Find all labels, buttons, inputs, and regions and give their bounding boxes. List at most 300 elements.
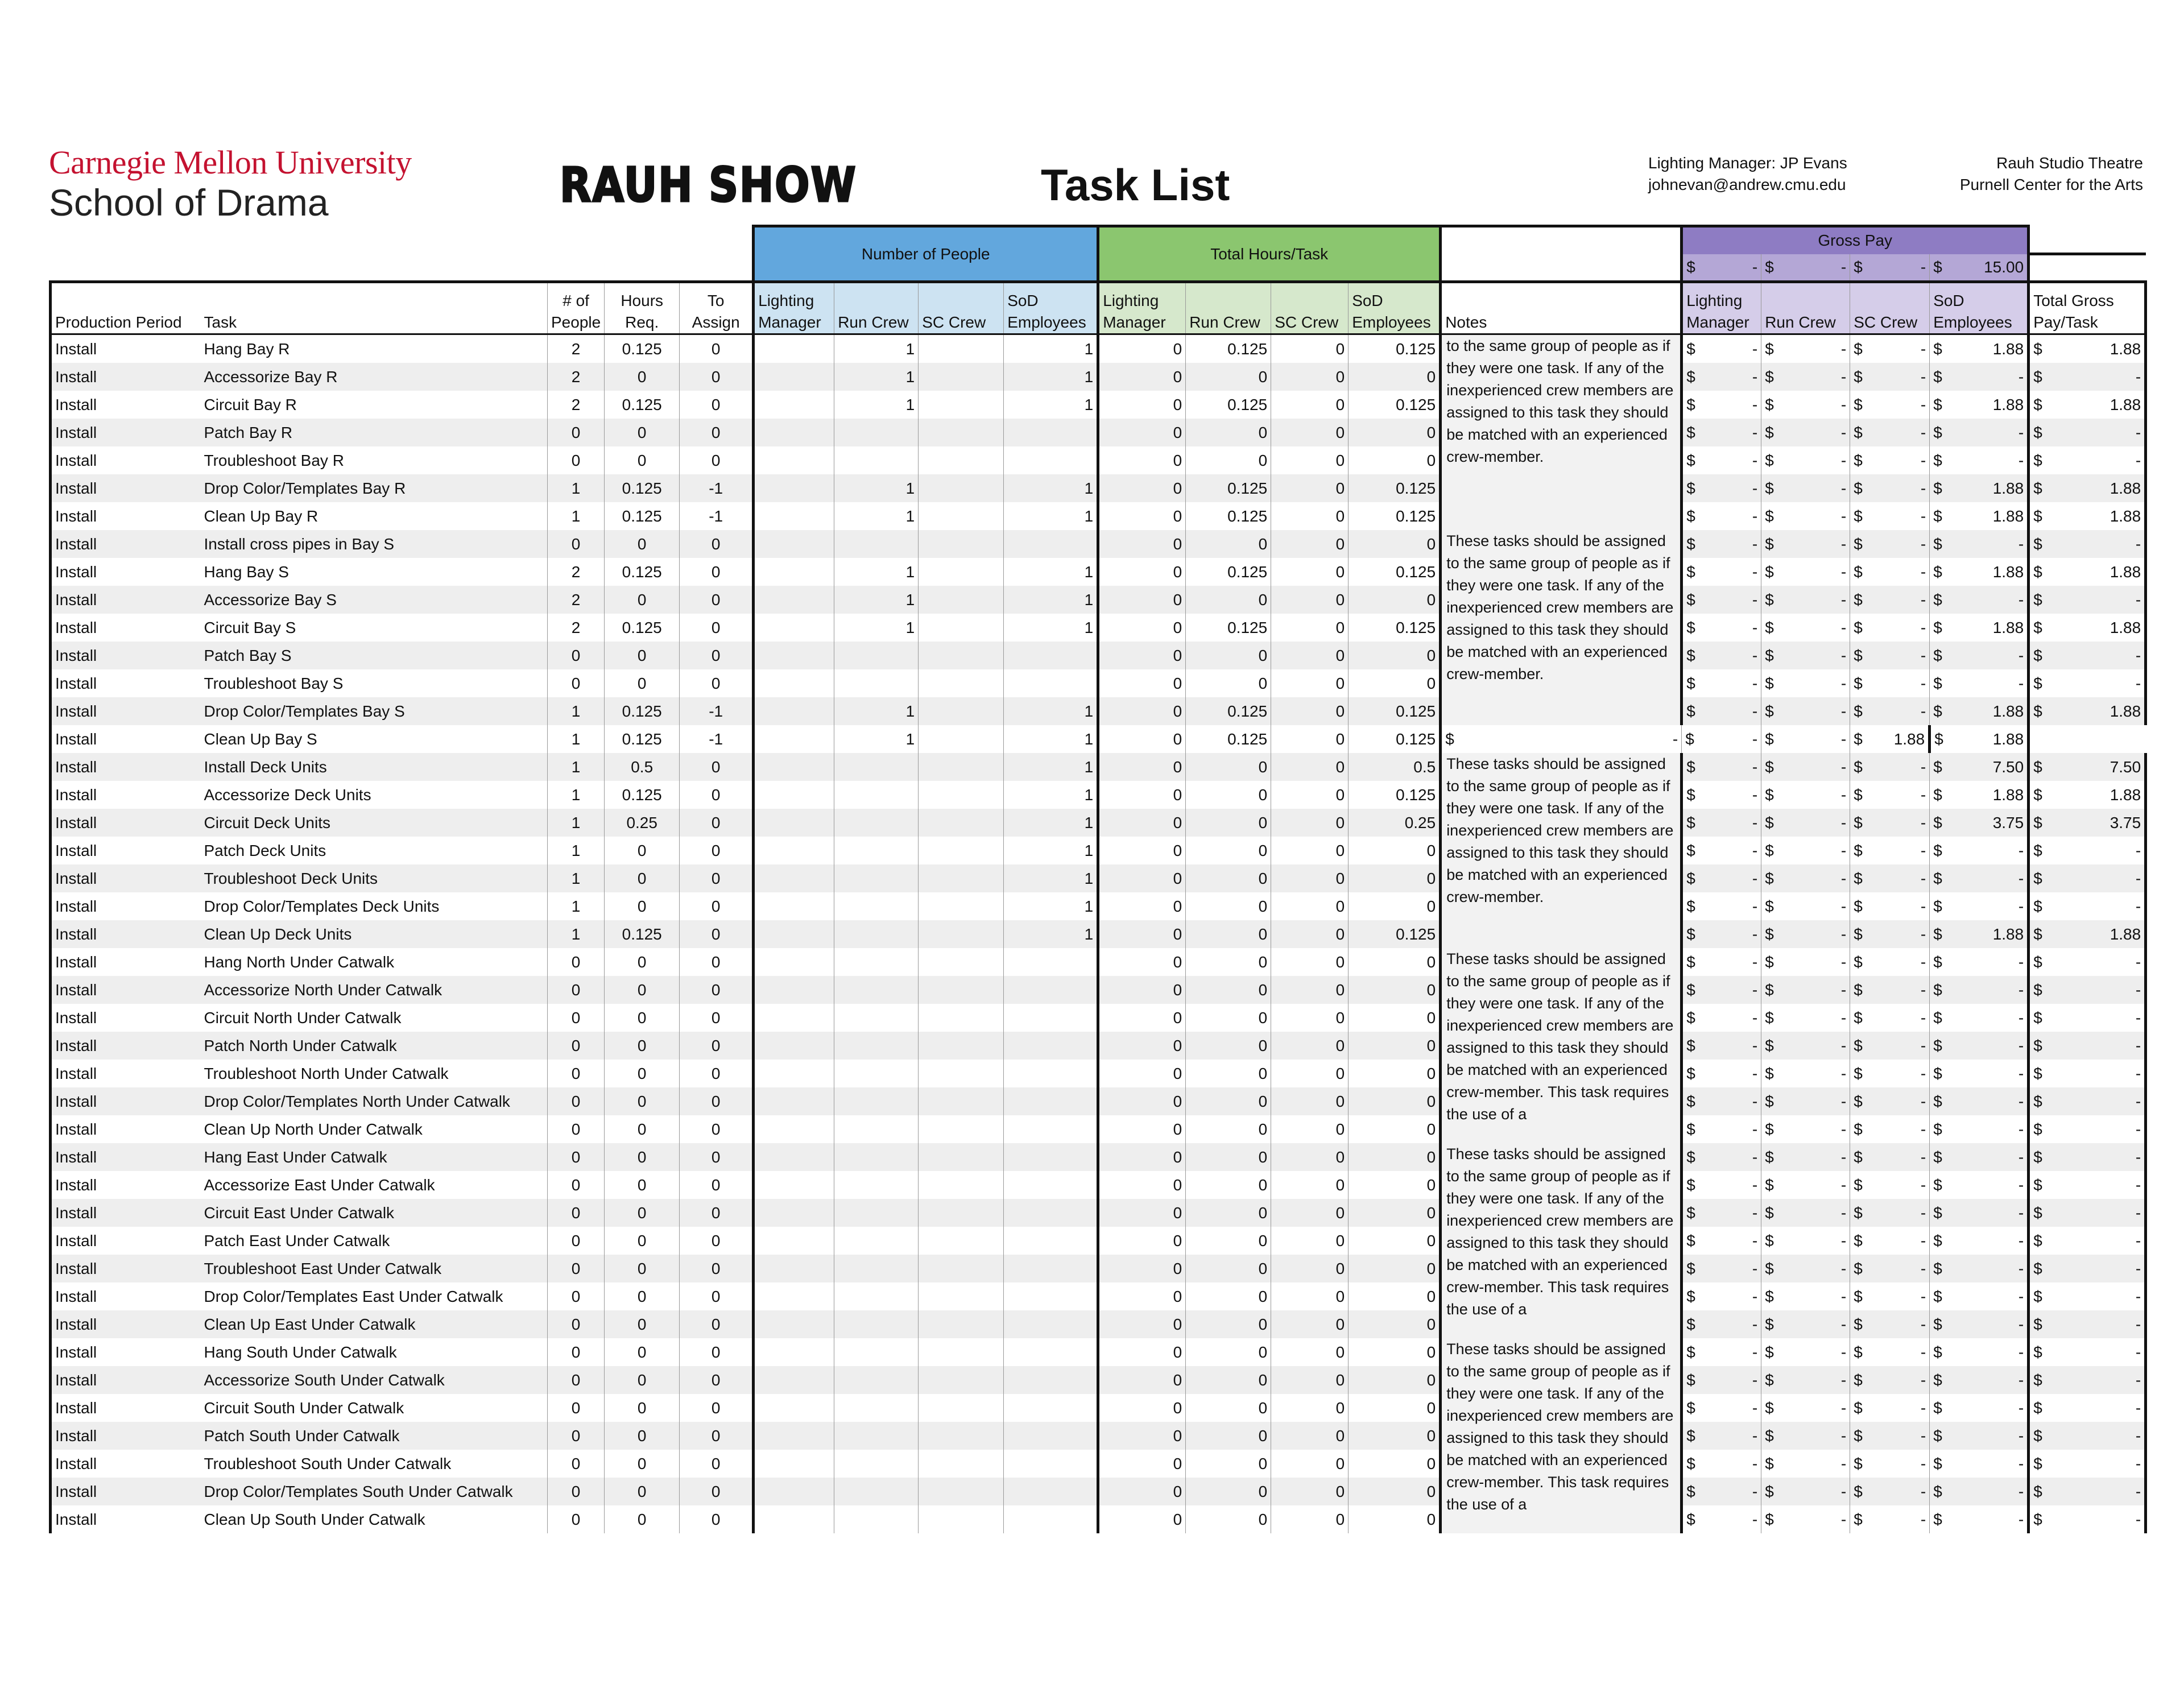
table-row [51, 1087, 2146, 1115]
table-row [51, 1032, 2146, 1060]
cell-people-rc: 1 [834, 725, 919, 753]
cell-task: Drop Color/Templates Bay S [201, 697, 548, 725]
cell-hours-sc: 0 [1271, 753, 1349, 781]
cell-pay-sod: $ - [1930, 892, 2029, 920]
cell-pay-rc: $ - [1761, 1087, 1850, 1115]
cell-task: Patch North Under Catwalk [201, 1032, 548, 1060]
cell-pay-rc: $ - [1761, 697, 1850, 725]
cell-pay-sc: $ - [1761, 725, 1850, 753]
cell-pay-total: $ - [2029, 1227, 2146, 1255]
cell-pay-lm: $ - [1682, 1199, 1761, 1227]
cell-hours-sod: 0 [1349, 1004, 1441, 1032]
cell-assign: 0 [680, 1032, 754, 1060]
cell-hours-sod: 0.125 [1349, 558, 1441, 586]
cell-hours-lm: 0 [1098, 697, 1186, 725]
cell-pay-rc: $ - [1761, 1115, 1850, 1143]
cell-hours-sc: 0 [1271, 1255, 1349, 1282]
cell-hours-rc: 0 [1186, 1087, 1271, 1115]
cell-people-sod: 1 [1004, 502, 1098, 530]
cell-hours-rc: 0.125 [1186, 334, 1271, 363]
cell-hours-sod: 0 [1349, 1478, 1441, 1505]
cell-hours-rc: 0 [1186, 1199, 1271, 1227]
cell-period: Install [51, 809, 201, 837]
cell-people: 0 [548, 530, 605, 558]
cell-assign: 0 [680, 363, 754, 391]
cell-hours-rc: 0 [1186, 1505, 1271, 1533]
cell-hours-lm: 0 [1098, 948, 1186, 976]
cell-pay-sod: $ - [1930, 1199, 2029, 1227]
col-people-sod: SoD Employees [1004, 282, 1098, 334]
cell-pay-sc: $ - [1850, 614, 1930, 642]
cell-task: Install cross pipes in Bay S [201, 530, 548, 558]
cell-people-rc [834, 1060, 919, 1087]
cell-period: Install [51, 1227, 201, 1255]
col-pay-sc: SC Crew [1850, 282, 1930, 334]
col-people-rc: Run Crew [834, 282, 919, 334]
cell-period: Install [51, 753, 201, 781]
cell-people: 1 [548, 502, 605, 530]
cell-pay-sc: $ - [1850, 474, 1930, 502]
cell-period: Install [51, 1115, 201, 1143]
cell-people-rc [834, 419, 919, 446]
cell-hours: 0 [605, 530, 680, 558]
cell-hours-lm: 0 [1098, 1338, 1186, 1366]
col-hours-lm: Lighting Manager [1098, 282, 1186, 334]
cell-period: Install [51, 976, 201, 1004]
cell-people-sod: 1 [1004, 892, 1098, 920]
cell-pay-rc: $ - [1761, 614, 1850, 642]
cell-people-sc [919, 1450, 1004, 1478]
cell-pay-sc: $ - [1850, 334, 1930, 363]
cell-period: Install [51, 614, 201, 642]
cell-task: Clean Up Bay S [201, 725, 548, 753]
cell-period: Install [51, 1450, 201, 1478]
cell-people-rc [834, 920, 919, 948]
cell-pay-sod: $ 1.88 [1930, 614, 2029, 642]
cell-pay-rc: $ - [1761, 976, 1850, 1004]
cell-people-lm [754, 1505, 834, 1533]
cell-people-lm [754, 1310, 834, 1338]
cell-pay-total: $ 1.88 [2029, 614, 2146, 642]
cell-pay-sod: $ - [1930, 1255, 2029, 1282]
cell-people-rc [834, 1199, 919, 1227]
cell-period: Install [51, 1143, 201, 1171]
cell-task: Drop Color/Templates North Under Catwalk [201, 1087, 548, 1115]
cell-pay-lm: $ - [1682, 502, 1761, 530]
cell-hours: 0 [605, 1394, 680, 1422]
cell-hours-sc: 0 [1271, 976, 1349, 1004]
notes-cell [1441, 530, 1682, 725]
cell-people: 0 [548, 1282, 605, 1310]
cell-hours-sc: 0 [1271, 614, 1349, 642]
cell-hours: 0 [605, 1255, 680, 1282]
cell-task: Accessorize Bay S [201, 586, 548, 614]
table-row [51, 920, 2146, 948]
cell-pay-total: $ - [2029, 1255, 2146, 1282]
cell-period: Install [51, 474, 201, 502]
cell-pay-sc: $ - [1850, 446, 1930, 474]
cell-hours: 0 [605, 1310, 680, 1338]
cell-hours-rc: 0 [1186, 1422, 1271, 1450]
cell-pay-total: $ - [2029, 1115, 2146, 1143]
cell-pay-sod: $ 1.88 [1930, 781, 2029, 809]
cell-pay-rc: $ - [1761, 586, 1850, 614]
cell-hours-lm: 0 [1098, 864, 1186, 892]
cell-people-sod: 1 [1004, 586, 1098, 614]
cell-pay-sc: $ - [1850, 697, 1930, 725]
cell-assign: 0 [680, 1199, 754, 1227]
cell-assign: 0 [680, 1310, 754, 1338]
cell-people-sod: 1 [1004, 474, 1098, 502]
cell-pay-sod: $ 1.88 [1930, 502, 2029, 530]
cell-pay-sc: $ - [1850, 558, 1930, 586]
cell-hours-rc: 0.125 [1186, 725, 1271, 753]
cell-assign: 0 [680, 642, 754, 669]
venue-name: Rauh Studio Theatre [1996, 154, 2143, 172]
cell-hours: 0 [605, 1199, 680, 1227]
cell-people-sod [1004, 1143, 1098, 1171]
cell-hours-rc: 0 [1186, 892, 1271, 920]
cell-people-rc [834, 1032, 919, 1060]
cell-pay-rc: $ - [1761, 948, 1850, 976]
cell-hours: 0 [605, 1143, 680, 1171]
cell-hours-sod: 0 [1349, 1143, 1441, 1171]
cell-assign: -1 [680, 697, 754, 725]
cell-pay-sod: $ - [1930, 1087, 2029, 1115]
cell-pay-sc: $ - [1850, 391, 1930, 419]
cell-period: Install [51, 391, 201, 419]
cell-hours: 0 [605, 586, 680, 614]
col-pay-sod: SoD Employees [1930, 282, 2029, 334]
cell-hours-rc: 0 [1186, 642, 1271, 669]
notes-text: These tasks should be assigned to the same group of people as if they were one task. If any of the inexperienced crew members are assigned to this task they should be matched with an experienced crew-member. This task requires the use of a [1446, 1145, 1674, 1318]
cell-people-lm [754, 781, 834, 809]
pay-rate-sc: $ - [1850, 254, 1930, 282]
cell-people: 0 [548, 1478, 605, 1505]
cell-hours-sc: 0 [1271, 391, 1349, 419]
cell-hours-sc: 0 [1271, 474, 1349, 502]
cell-hours-lm: 0 [1098, 1450, 1186, 1478]
cell-hours-sc: 0 [1271, 642, 1349, 669]
cell-people-sc [919, 781, 1004, 809]
cell-hours: 0 [605, 1450, 680, 1478]
cell-people-sod [1004, 948, 1098, 976]
cell-people-lm [754, 530, 834, 558]
cell-hours-sod: 0 [1349, 1032, 1441, 1060]
cell-people-sc [919, 1422, 1004, 1450]
manager-email[interactable]: johnevan@andrew.cmu.edu [1648, 176, 1846, 193]
cell-period: Install [51, 1505, 201, 1533]
cell-hours-sc: 0 [1271, 419, 1349, 446]
cell-people-sc [919, 1366, 1004, 1394]
cell-period: Install [51, 558, 201, 586]
cell-hours-rc: 0 [1186, 1143, 1271, 1171]
cell-people-lm [754, 976, 834, 1004]
cell-people-sod: 1 [1004, 781, 1098, 809]
cell-hours: 0 [605, 948, 680, 976]
cell-hours-rc: 0 [1186, 1366, 1271, 1394]
cell-pay-lm: $ - [1682, 1394, 1761, 1422]
page-title: Task List [1041, 160, 1230, 210]
cell-people: 0 [548, 669, 605, 697]
cell-hours-sod: 0 [1349, 1171, 1441, 1199]
cell-people-lm [754, 864, 834, 892]
cell-people-sod [1004, 1450, 1098, 1478]
cell-people-rc: 1 [834, 363, 919, 391]
cell-hours-rc: 0 [1186, 837, 1271, 864]
cell-period: Install [51, 1422, 201, 1450]
cell-pay-sod: $ - [1930, 1115, 2029, 1143]
manager-name: Lighting Manager: JP Evans [1648, 154, 1847, 172]
table-row [51, 1143, 2146, 1171]
cell-pay-sc: $ - [1850, 419, 1930, 446]
cell-people-sod [1004, 1087, 1098, 1115]
cell-hours: 0.125 [605, 697, 680, 725]
cell-pay-total: $ 1.88 [2029, 781, 2146, 809]
cell-hours-sod: 0.5 [1349, 753, 1441, 781]
cell-people-sod [1004, 1255, 1098, 1282]
cell-pay-sod: $ - [1930, 864, 2029, 892]
cell-pay-sc: $ - [1850, 669, 1930, 697]
cell-pay-sod: $ - [1930, 1450, 2029, 1478]
cell-assign: 0 [680, 1478, 754, 1505]
cell-people-lm [754, 502, 834, 530]
cell-pay-rc: $ - [1761, 1478, 1850, 1505]
cell-assign: 0 [680, 1366, 754, 1394]
cell-pay-sod: $ - [1930, 1310, 2029, 1338]
cell-hours-sc: 0 [1271, 363, 1349, 391]
cell-hours-sod: 0 [1349, 1199, 1441, 1227]
col-pay-rc: Run Crew [1761, 282, 1850, 334]
cell-people-rc [834, 1171, 919, 1199]
cell-pay-sc: $ - [1850, 1004, 1930, 1032]
cell-hours: 0.125 [605, 558, 680, 586]
cell-people-sod: 1 [1004, 363, 1098, 391]
cell-hours-sod: 0 [1349, 1310, 1441, 1338]
cell-pay-sc: $ - [1850, 1450, 1930, 1478]
cell-pay-total: $ 1.88 [2029, 558, 2146, 586]
cell-pay-total: $ 1.88 [2029, 474, 2146, 502]
cell-pay-lm: $ - [1682, 976, 1761, 1004]
cell-people: 0 [548, 1422, 605, 1450]
cell-period: Install [51, 446, 201, 474]
cell-pay-total: $ - [2029, 1310, 2146, 1338]
cell-people-rc [834, 1366, 919, 1394]
cell-people-sc [919, 809, 1004, 837]
cell-hours-sod: 0.125 [1349, 474, 1441, 502]
col-hours-sc: SC Crew [1271, 282, 1349, 334]
cell-people-sod [1004, 530, 1098, 558]
table-row [51, 446, 2146, 474]
cell-people-lm [754, 1478, 834, 1505]
cell-period: Install [51, 837, 201, 864]
cell-pay-sod: $ 7.50 [1930, 753, 2029, 781]
cell-task: Circuit Bay R [201, 391, 548, 419]
cell-people: 1 [548, 837, 605, 864]
cell-assign: 0 [680, 948, 754, 976]
cell-pay-rc: $ - [1761, 837, 1850, 864]
cell-pay-lm: $ - [1441, 725, 1682, 753]
cell-pay-lm: $ - [1682, 1171, 1761, 1199]
cell-people-rc [834, 446, 919, 474]
cell-people-lm [754, 1060, 834, 1087]
cell-assign: 0 [680, 864, 754, 892]
cell-people-lm [754, 1004, 834, 1032]
table-row [51, 334, 2146, 363]
cell-people-sc [919, 530, 1004, 558]
cell-people-sod: 1 [1004, 614, 1098, 642]
cell-hours-rc: 0 [1186, 753, 1271, 781]
cell-people-sc [919, 502, 1004, 530]
cell-period: Install [51, 1282, 201, 1310]
cell-people-rc [834, 1087, 919, 1115]
cell-people: 0 [548, 1004, 605, 1032]
cell-task: Circuit Bay S [201, 614, 548, 642]
cell-people-sod [1004, 1394, 1098, 1422]
cell-people-rc [834, 1338, 919, 1366]
cell-pay-sc: $ - [1850, 363, 1930, 391]
cell-hours-sod: 0.125 [1349, 725, 1441, 753]
cell-people-sod: 1 [1004, 697, 1098, 725]
cell-people: 0 [548, 1310, 605, 1338]
cell-hours-lm: 0 [1098, 1171, 1186, 1199]
cell-pay-sod: $ - [1930, 669, 2029, 697]
cell-pay-sc: $ - [1850, 892, 1930, 920]
cell-pay-total: $ 1.88 [2029, 920, 2146, 948]
cell-people-lm [754, 334, 834, 363]
table-row [51, 837, 2146, 864]
cell-people-lm [754, 809, 834, 837]
cell-people-sod [1004, 446, 1098, 474]
cell-hours-rc: 0 [1186, 1255, 1271, 1282]
pay-rate-sod: $ 15.00 [1930, 254, 2029, 282]
cell-hours-sod: 0 [1349, 1422, 1441, 1450]
cell-people-sc [919, 1505, 1004, 1533]
cell-people: 0 [548, 1227, 605, 1255]
cell-task: Hang South Under Catwalk [201, 1338, 548, 1366]
cell-hours-lm: 0 [1098, 809, 1186, 837]
cell-hours-sc: 0 [1271, 1282, 1349, 1310]
cell-people-sc [919, 669, 1004, 697]
cell-pay-sc: $ - [1850, 1171, 1930, 1199]
cell-hours-sc: 0 [1271, 1143, 1349, 1171]
cell-people: 0 [548, 1366, 605, 1394]
cell-period: Install [51, 864, 201, 892]
cell-hours-sod: 0 [1349, 446, 1441, 474]
cell-period: Install [51, 1366, 201, 1394]
cell-hours-sc: 0 [1271, 837, 1349, 864]
cell-pay-total: $ - [2029, 446, 2146, 474]
cell-hours-sod: 0.125 [1349, 920, 1441, 948]
cell-pay-sod: $ 1.88 [1930, 391, 2029, 419]
cell-hours-sod: 0 [1349, 1366, 1441, 1394]
cell-pay-sod: $ - [1930, 1143, 2029, 1171]
cell-assign: -1 [680, 725, 754, 753]
cell-task: Drop Color/Templates South Under Catwalk [201, 1478, 548, 1505]
cell-pay-rc: $ - [1761, 1366, 1850, 1394]
pay-rate-rc: $ - [1761, 254, 1850, 282]
table-row [51, 1366, 2146, 1394]
venue-info [1960, 152, 2143, 196]
cell-hours-sc: 0 [1271, 530, 1349, 558]
cell-task: Circuit Deck Units [201, 809, 548, 837]
table-row [51, 474, 2146, 502]
cell-hours: 0 [605, 642, 680, 669]
cell-hours: 0 [605, 892, 680, 920]
cell-pay-lm: $ - [1682, 530, 1761, 558]
cell-pay-lm: $ - [1682, 1087, 1761, 1115]
cell-people-lm [754, 1338, 834, 1366]
cell-pay-rc: $ - [1761, 1505, 1850, 1533]
cell-people-sc [919, 1004, 1004, 1032]
cell-hours-lm: 0 [1098, 642, 1186, 669]
cell-people-lm [754, 1422, 834, 1450]
cell-people: 0 [548, 1143, 605, 1171]
cell-hours-sod: 0.125 [1349, 614, 1441, 642]
cell-pay-total: $ - [2029, 948, 2146, 976]
cell-people: 0 [548, 1394, 605, 1422]
cell-people-rc [834, 948, 919, 976]
cell-people-rc [834, 781, 919, 809]
cell-period: Install [51, 1478, 201, 1505]
table-row [51, 892, 2146, 920]
cell-hours-sc: 0 [1271, 446, 1349, 474]
cell-people-lm [754, 1171, 834, 1199]
cell-assign: 0 [680, 1255, 754, 1282]
col-total: Total Gross Pay/Task [2029, 282, 2146, 334]
cell-pay-rc: $ - [1761, 1032, 1850, 1060]
cell-pay-sod: $ - [1930, 1478, 2029, 1505]
cell-pay-total: $ - [2029, 363, 2146, 391]
cell-people: 1 [548, 474, 605, 502]
group-gross-pay: Gross Pay [1682, 226, 2029, 254]
cell-people-sc [919, 697, 1004, 725]
cell-people-lm [754, 1087, 834, 1115]
cell-hours-sod: 0 [1349, 1282, 1441, 1310]
cell-people-sod [1004, 1199, 1098, 1227]
cell-task: Circuit East Under Catwalk [201, 1199, 548, 1227]
cell-task: Troubleshoot South Under Catwalk [201, 1450, 548, 1478]
table-row [51, 725, 2146, 753]
cell-hours-lm: 0 [1098, 1032, 1186, 1060]
cell-pay-sc: $ - [1850, 976, 1930, 1004]
cell-pay-lm: $ - [1682, 1032, 1761, 1060]
cell-hours: 0.125 [605, 614, 680, 642]
cell-task: Patch Deck Units [201, 837, 548, 864]
cell-hours-sc: 0 [1271, 669, 1349, 697]
cell-pay-sod: $ 1.88 [1930, 558, 2029, 586]
cell-period: Install [51, 1338, 201, 1366]
cell-people-rc [834, 1450, 919, 1478]
cell-pay-total: $ - [2029, 1171, 2146, 1199]
cell-people-lm [754, 1282, 834, 1310]
cell-hours-sc: 0 [1271, 948, 1349, 976]
cell-people-rc [834, 1255, 919, 1282]
cell-pay-sc: $ - [1850, 948, 1930, 976]
cell-task: Troubleshoot Bay S [201, 669, 548, 697]
cell-pay-sod: $ - [1930, 446, 2029, 474]
cell-pay-rc: $ - [1761, 1255, 1850, 1282]
cell-people-rc [834, 809, 919, 837]
cell-pay-rc: $ - [1761, 642, 1850, 669]
cell-assign: 0 [680, 920, 754, 948]
cell-assign: 0 [680, 669, 754, 697]
cell-assign: 0 [680, 1087, 754, 1115]
cell-pay-sod: $ - [1930, 419, 2029, 446]
cell-pay-rc: $ - [1761, 446, 1850, 474]
cell-assign: 0 [680, 614, 754, 642]
cell-hours-sc: 0 [1271, 1004, 1349, 1032]
